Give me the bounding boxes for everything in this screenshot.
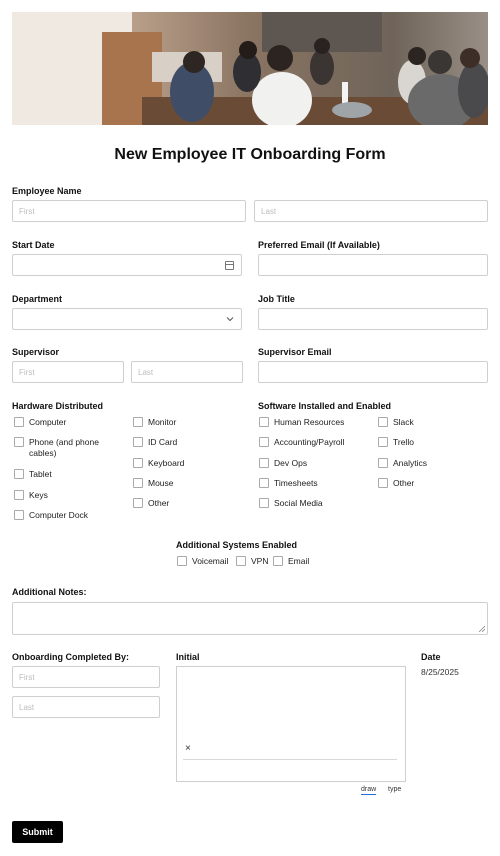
department-select[interactable] (12, 308, 242, 330)
checkbox[interactable] (236, 556, 246, 566)
page-title: New Employee IT Onboarding Form (114, 146, 386, 163)
checkbox[interactable] (378, 478, 388, 488)
signature-clear-icon[interactable]: × (185, 743, 191, 754)
software-option[interactable]: Trello (378, 437, 414, 448)
date-value: 8/25/2025 (421, 667, 459, 677)
signature-pad[interactable] (176, 666, 406, 782)
preferred-email-input[interactable] (258, 254, 488, 276)
software-option[interactable]: Other (378, 478, 414, 489)
chevron-down-icon[interactable] (225, 314, 235, 324)
checkbox[interactable] (378, 417, 388, 427)
supervisor-label: Supervisor (12, 347, 60, 357)
hardware-option[interactable]: ID Card (133, 437, 177, 448)
software-label: Software Installed and Enabled (258, 401, 392, 411)
system-option-voicemail[interactable]: Voicemail (177, 556, 228, 567)
hardware-option[interactable]: Keys (14, 490, 48, 501)
completed-by-first-input[interactable] (12, 666, 160, 688)
supervisor-email-input[interactable] (258, 361, 488, 383)
software-option[interactable]: Slack (378, 417, 414, 428)
system-option-email[interactable]: Email (273, 556, 309, 567)
employee-first-name-input[interactable] (12, 200, 246, 222)
hero-image (12, 12, 488, 125)
resize-handle-icon[interactable] (478, 625, 485, 632)
signature-line (183, 759, 397, 760)
checkbox[interactable] (133, 437, 143, 447)
hardware-label: Hardware Distributed (12, 401, 104, 411)
checkbox[interactable] (14, 490, 24, 500)
job-title-input[interactable] (258, 308, 488, 330)
hardware-option[interactable]: Mouse (133, 478, 174, 489)
submit-button[interactable]: Submit (12, 821, 63, 843)
additional-notes-label: Additional Notes: (12, 587, 87, 597)
hardware-option[interactable]: Other (133, 498, 169, 509)
checkbox[interactable] (259, 437, 269, 447)
hardware-option[interactable]: Phone (and phone cables) (14, 437, 114, 459)
checkbox[interactable] (259, 458, 269, 468)
preferred-email-label: Preferred Email (If Available) (258, 240, 380, 250)
supervisor-first-name-input[interactable] (12, 361, 124, 383)
checkbox[interactable] (133, 498, 143, 508)
checkbox[interactable] (273, 556, 283, 566)
additional-systems-label: Additional Systems Enabled (176, 540, 298, 550)
checkbox[interactable] (133, 458, 143, 468)
start-date-label: Start Date (12, 240, 55, 250)
hardware-option[interactable]: Tablet (14, 469, 52, 480)
checkbox[interactable] (133, 417, 143, 427)
hardware-option[interactable]: Monitor (133, 417, 176, 428)
supervisor-email-label: Supervisor Email (258, 347, 332, 357)
checkbox[interactable] (14, 417, 24, 427)
software-option[interactable]: Analytics (378, 458, 427, 469)
hardware-option[interactable]: Computer Dock (14, 510, 88, 521)
software-option[interactable]: Social Media (259, 498, 323, 509)
date-label: Date (421, 652, 441, 662)
software-option[interactable]: Dev Ops (259, 458, 307, 469)
software-option[interactable]: Human Resources (259, 417, 344, 428)
checkbox[interactable] (259, 498, 269, 508)
calendar-icon[interactable] (225, 261, 234, 270)
signature-tab-draw[interactable]: draw (361, 786, 377, 793)
checkbox[interactable] (14, 510, 24, 520)
checkbox[interactable] (14, 437, 24, 447)
checkbox[interactable] (14, 469, 24, 479)
checkbox[interactable] (259, 478, 269, 488)
onboarding-completed-by-label: Onboarding Completed By: (12, 652, 129, 662)
software-option[interactable]: Accounting/Payroll (259, 437, 344, 448)
supervisor-last-name-input[interactable] (131, 361, 243, 383)
checkbox[interactable] (378, 458, 388, 468)
hardware-option[interactable]: Computer (14, 417, 66, 428)
hardware-option[interactable]: Keyboard (133, 458, 184, 469)
job-title-label: Job Title (258, 294, 295, 304)
checkbox[interactable] (378, 437, 388, 447)
department-label: Department (12, 294, 63, 304)
checkbox[interactable] (177, 556, 187, 566)
employee-name-label: Employee Name (12, 186, 82, 196)
completed-by-last-input[interactable] (12, 696, 160, 718)
initial-label: Initial (176, 652, 200, 662)
employee-last-name-input[interactable] (254, 200, 488, 222)
checkbox[interactable] (259, 417, 269, 427)
office-meeting-photo (12, 12, 488, 125)
checkbox[interactable] (133, 478, 143, 488)
additional-notes-textarea[interactable] (12, 602, 488, 635)
signature-tab-type[interactable]: type (388, 786, 402, 793)
system-option-vpn[interactable]: VPN (236, 556, 268, 567)
software-option[interactable]: Timesheets (259, 478, 318, 489)
start-date-input[interactable] (12, 254, 242, 276)
